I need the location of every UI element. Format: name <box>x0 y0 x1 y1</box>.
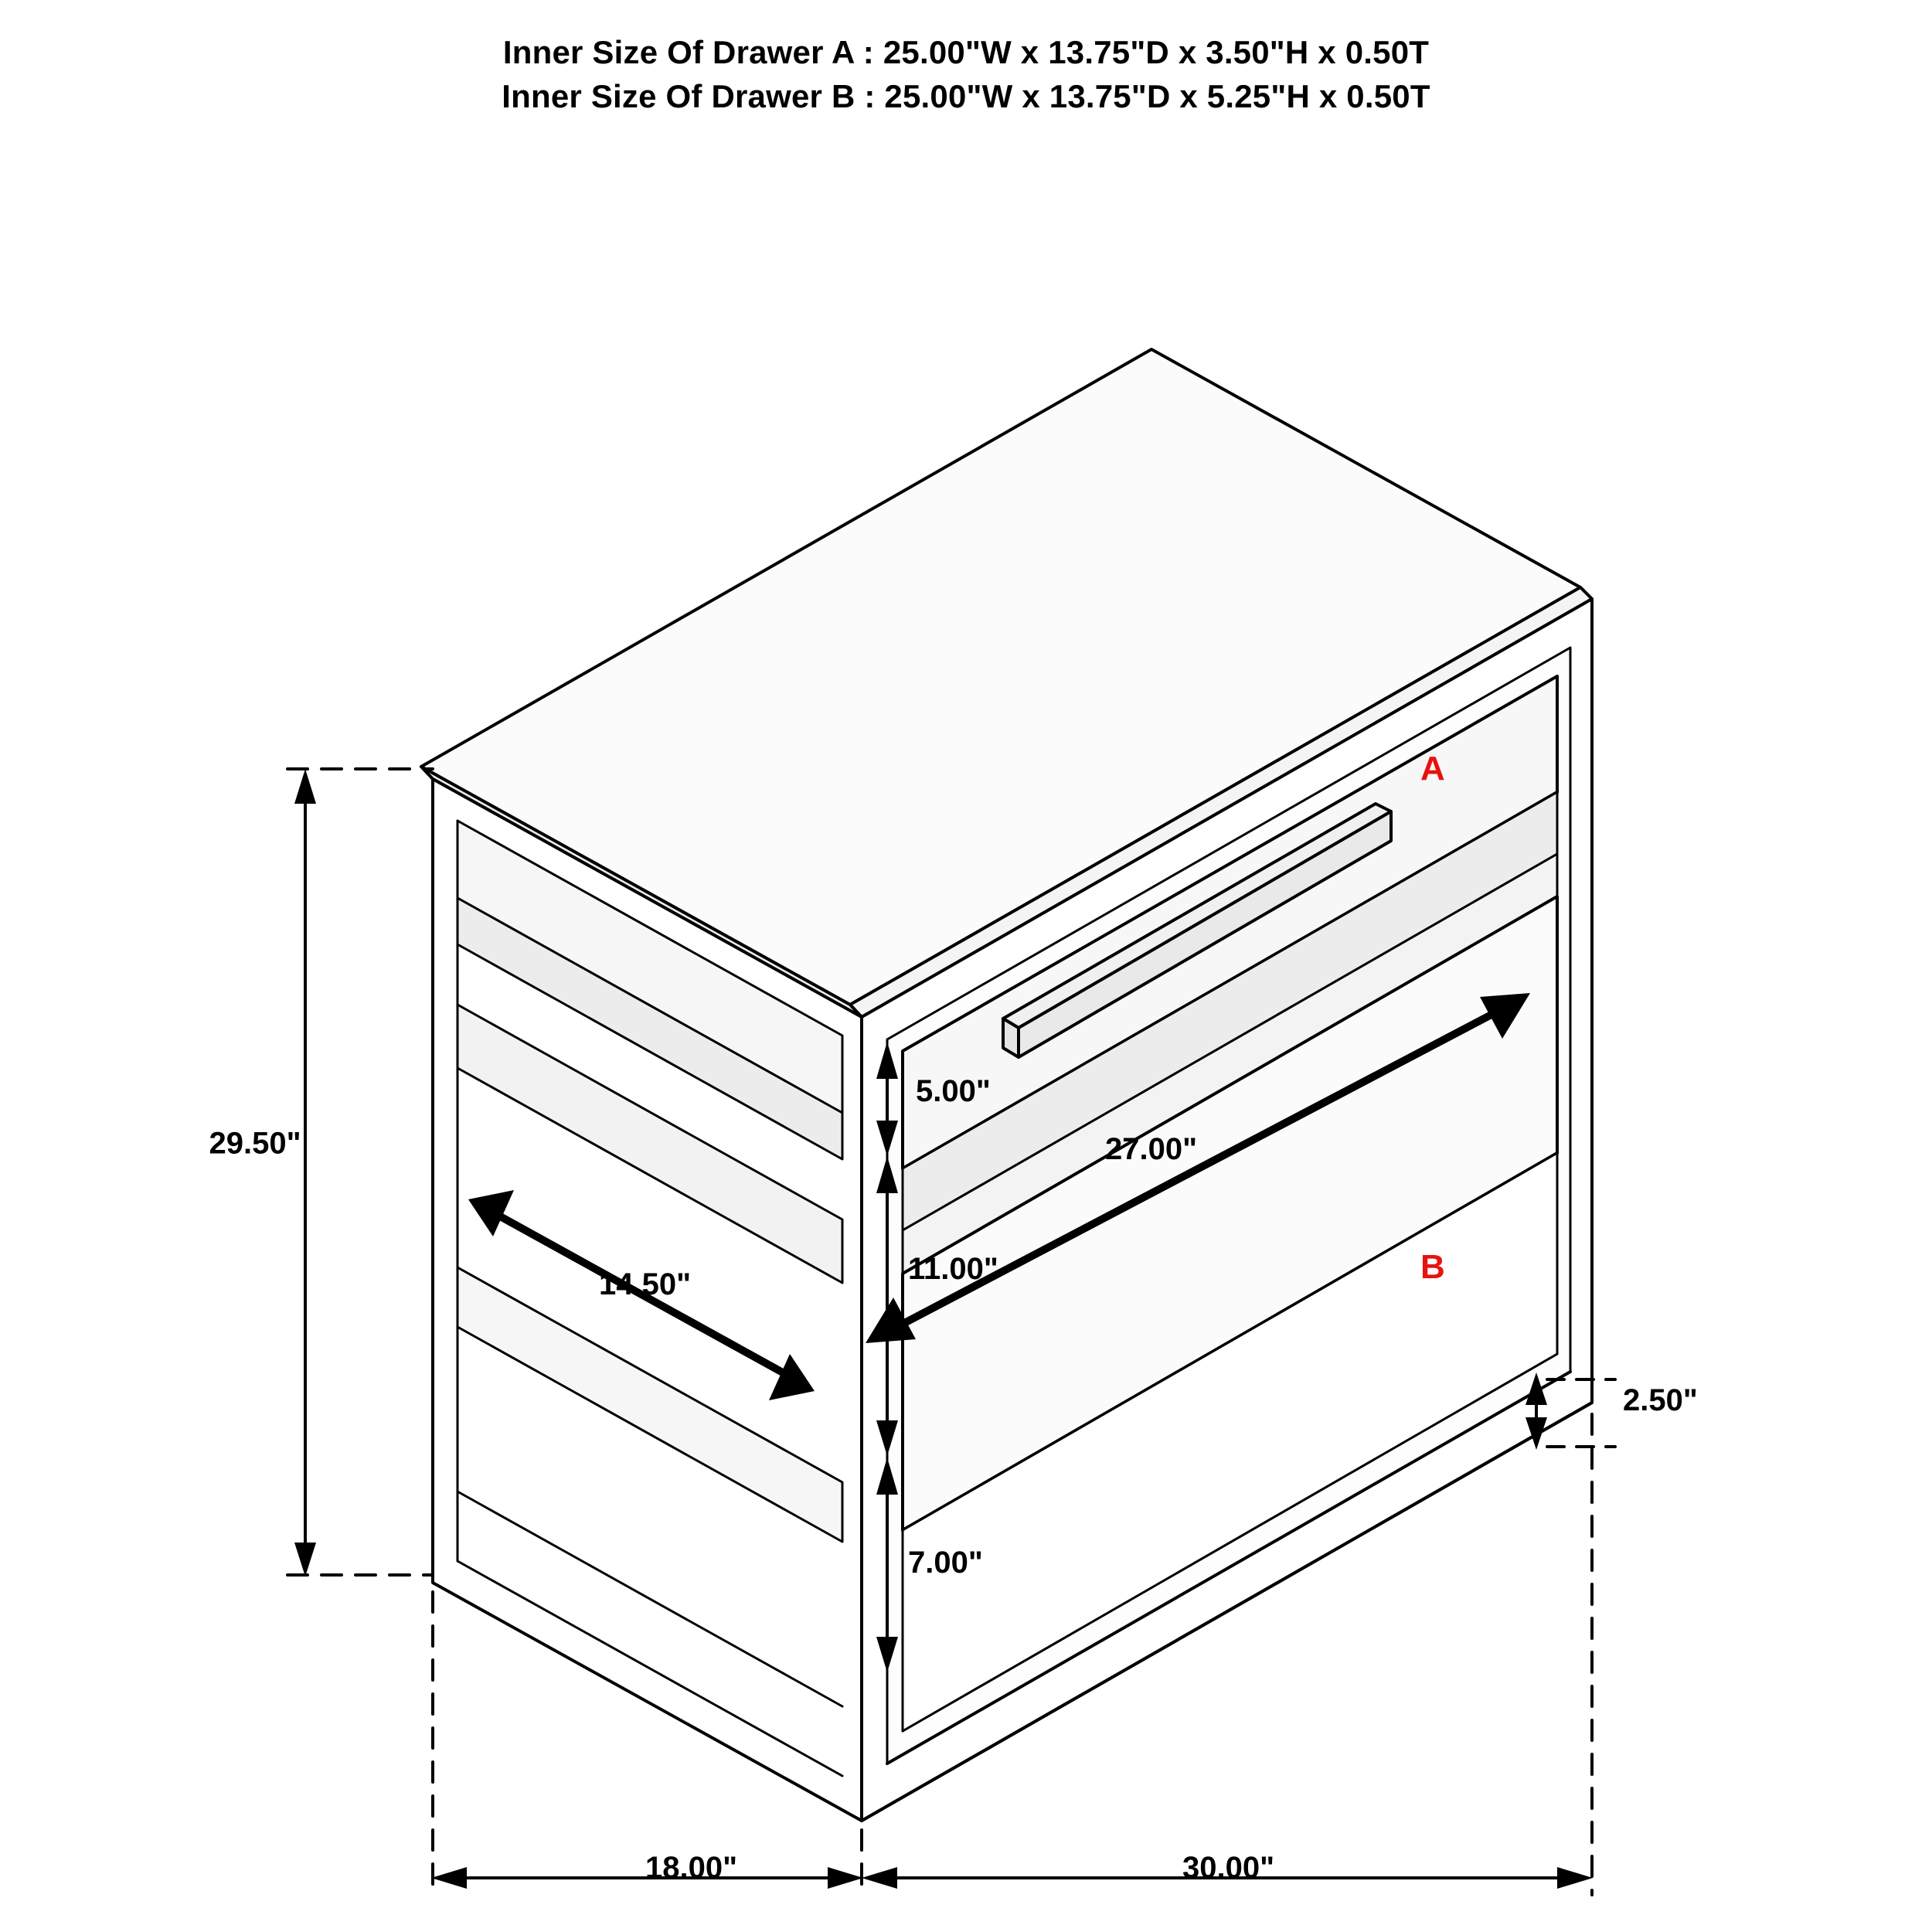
drawer-b-letter: B <box>1420 1248 1445 1286</box>
label-mid-height: 11.00" <box>908 1252 998 1286</box>
label-depth-inner: 14.50" <box>599 1267 692 1301</box>
label-drawer-a-opening-height: 5.00" <box>916 1074 991 1108</box>
label-base-height: 2.50" <box>1623 1383 1698 1417</box>
title-line-drawer-a: Inner Size Of Drawer A : 25.00"W x 13.75"D x 3.50"H x 0.50T <box>502 34 1430 70</box>
label-depth-overall: 18.00" <box>645 1851 738 1885</box>
label-width-overall: 30.00" <box>1182 1851 1275 1885</box>
label-lower-drawer-height: 7.00" <box>908 1546 983 1580</box>
label-overall-height: 29.50" <box>209 1126 301 1161</box>
label-width-inner: 27.00" <box>1105 1132 1198 1166</box>
title-line-drawer-b: Inner Size Of Drawer B : 25.00"W x 13.75"D x 5.25"H x 0.50T <box>502 77 1430 114</box>
drawer-a-letter: A <box>1420 750 1445 787</box>
